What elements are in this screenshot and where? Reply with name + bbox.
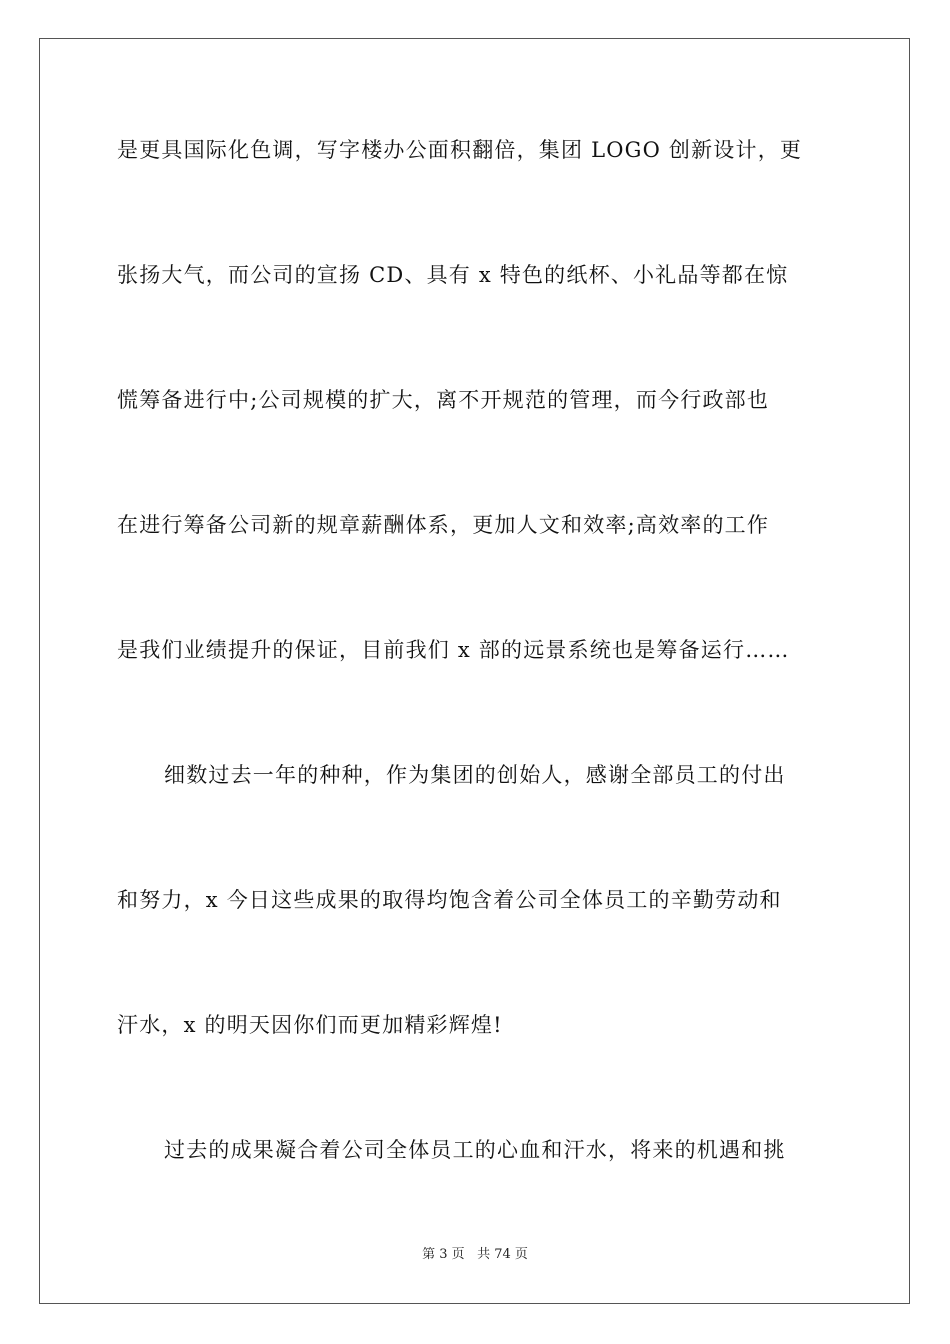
- body-text-line-7: 和努力，x 今日这些成果的取得均饱含着公司全体员工的辛勤劳动和: [117, 888, 782, 912]
- page-footer: [0, 1246, 950, 1264]
- page-border: [39, 38, 910, 1304]
- page-total: 共 74 页: [477, 1247, 528, 1262]
- body-text-line-5: 是我们业绩提升的保证，目前我们 x 部的远景系统也是筹备运行……: [117, 638, 790, 662]
- body-text-line-9: 过去的成果凝合着公司全体员工的心血和汗水，将来的机遇和挑: [164, 1138, 786, 1162]
- body-text-line-3: 慌筹备进行中;公司规模的扩大，离不开规范的管理，而今行政部也: [117, 388, 770, 412]
- body-text-line-2: 张扬大气，而公司的宣扬 CD、具有 x 特色的纸杯、小礼品等都在惊: [117, 263, 789, 287]
- body-text-line-8: 汗水，x 的明天因你们而更加精彩辉煌!: [117, 1013, 503, 1037]
- body-text-line-6: 细数过去一年的种种，作为集团的创始人，感谢全部员工的付出: [164, 763, 786, 787]
- page-number: 第 3 页: [422, 1247, 465, 1262]
- body-text-line-1: 是更具国际化色调，写字楼办公面积翻倍，集团 LOGO 创新设计，更: [117, 138, 803, 162]
- body-text-line-4: 在进行筹备公司新的规章薪酬体系，更加人文和效率;高效率的工作: [117, 513, 770, 537]
